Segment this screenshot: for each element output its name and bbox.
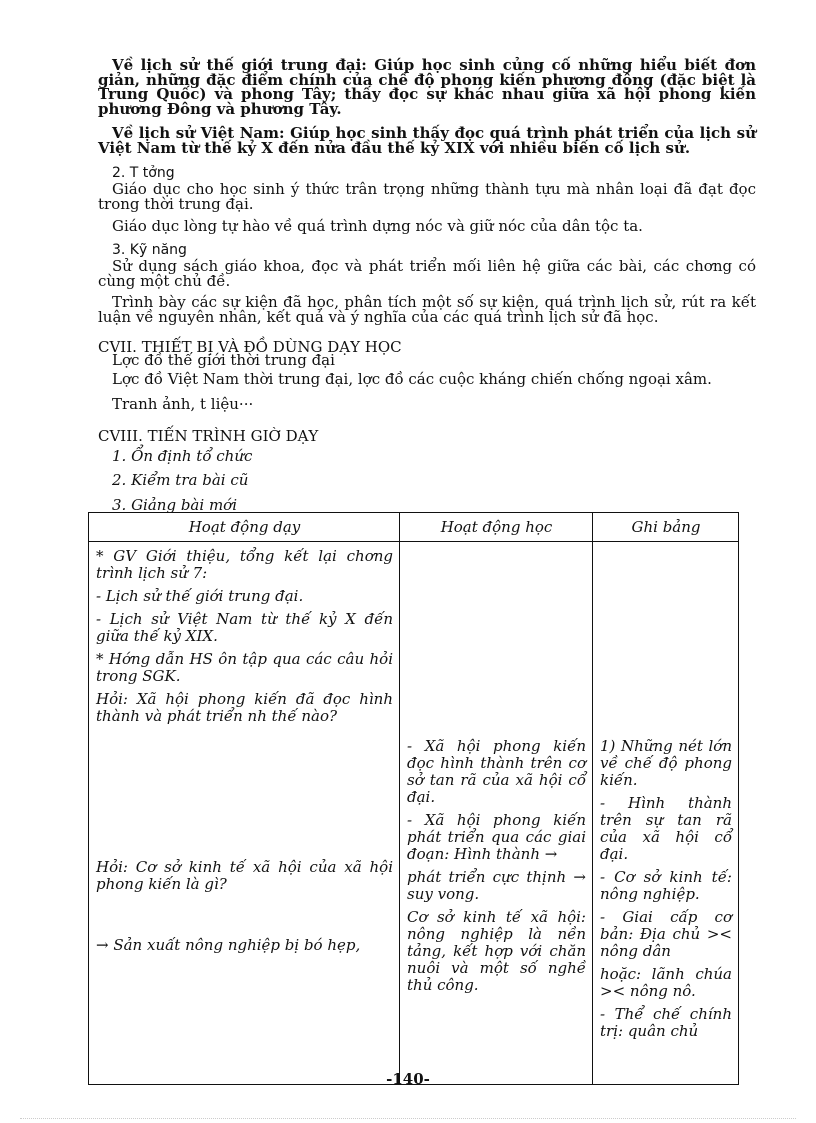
procedure-step-1: 1. Ổn định tổ chức (112, 447, 253, 465)
learning-activity-cell (400, 542, 593, 1085)
procedure-step-3: 3. Giảng bài mới (112, 496, 237, 514)
student-answer-3: phát triển cực thịnh → suy vong. (407, 868, 586, 903)
teaching-activity-cell (89, 542, 400, 1085)
student-answer-2: - Xã hội phong kiến phát triển qua các giai đoạn: Hình thành → (407, 811, 586, 863)
teacher-question-1: Hỏi: Xã hội phong kiến đã đọc hình thành và phát triển nh thế nào? (96, 690, 393, 725)
board-note-politics: - Thể chế chính trị: quân chủ (600, 1005, 732, 1040)
page-bottom-divider (20, 1118, 796, 1119)
board-heading-1: 1) Những nét lớn về chế độ phong kiến. (600, 737, 732, 789)
equipment-item-3: Tranh ảnh, t liệu··· (112, 395, 254, 413)
attitude-heading: 2. T tởng (112, 165, 175, 181)
board-note-classes: - Giai cấp cơ bản: Địa chủ >< nông dân (600, 908, 732, 960)
page-number: -140- (386, 1070, 430, 1088)
board-note-formation: - Hình thành trên sự tan rã của xã hội cổ đại. (600, 794, 732, 863)
header-board-notes: Ghi bảng (593, 513, 739, 542)
skills-heading: 3. Kỹ năng (112, 242, 187, 258)
table-header-row (89, 513, 739, 542)
teacher-question-2: Hỏi: Cơ sở kinh tế xã hội của xã hội phong kiến là gì? (96, 858, 393, 893)
lesson-table (88, 512, 739, 1085)
table-body-row (89, 542, 739, 1085)
skills-paragraph-2: Trình bày các sự kiện đã học, phân tích một số sự kiện, quá trình lịch sử, rút ra kết luận về nguyên nhân, kết quả và ý nghĩa của các quá trình lịch sử đã học. (98, 293, 756, 326)
teacher-intro: * GV Giới thiệu, tổng kết lại chơng trình lịch sử 7: (96, 547, 393, 582)
student-answer-1: - Xã hội phong kiến đọc hình thành trên cơ sở tan rã của xã hội cổ đại. (407, 737, 586, 806)
header-learning-activity: Hoạt động học (400, 513, 593, 542)
board-note-economy: - Cơ sở kinh tế: nông nghiệp. (600, 868, 732, 903)
teacher-note-agriculture: → Sản xuất nông nghiệp bị bó hẹp, (96, 936, 361, 954)
attitude-paragraph-2: Giáo dục lòng tự hào về quá trình dựng nóc và giữ nóc của dân tộc ta. (112, 217, 643, 235)
procedure-step-2: 2. Kiểm tra bài cũ (112, 471, 249, 489)
attitude-paragraph-1: Giáo dục cho học sinh ý thức trân trọng những thành tựu mà nhân loại đã đạt đọc trong thời trung đại. (98, 180, 756, 213)
equipment-heading: CVII. THIẾT BỊ VÀ ĐỒ DÙNG DẠY HỌC (98, 338, 402, 356)
equipment-item-2: Lợc đồ Việt Nam thời trung đại, lợc đồ các cuộc kháng chiến chống ngoại xâm. (112, 370, 712, 388)
objective-vietnam-history: Về lịch sử Việt Nam: Giúp học sinh thấy đọc quá trình phát triển của lịch sử Việt Nam từ thế kỷ X đến nửa đầu thế kỷ XIX với nhiều biến cố lịch sử. (98, 124, 756, 157)
skills-paragraph-1: Sử dụng sách giáo khoa, đọc và phát triển mối liên hệ giữa các bài, các chơng có cùng một chủ đề. (98, 257, 756, 290)
teacher-review-guide: * Hớng dẫn HS ôn tập qua các câu hỏi trong SGK. (96, 650, 393, 685)
teacher-world-history: - Lịch sử thế giới trung đại. (96, 587, 304, 605)
board-note-classes-alt: hoặc: lãnh chúa >< nông nô. (600, 965, 732, 1000)
equipment-item-1: Lợc đồ thế giới thời trung đại (112, 351, 335, 369)
procedure-heading: CVIII. TIẾN TRÌNH GIỜ DẠY (98, 427, 319, 445)
teacher-vn-history: - Lịch sử Việt Nam từ thế kỷ X đến giữa thế kỷ XIX. (96, 610, 393, 645)
header-teaching-activity: Hoạt động dạy (89, 513, 400, 542)
student-answer-4: Cơ sở kinh tế xã hội: nông nghiệp là nền tảng, kết hợp với chăn nuôi và một số nghề thủ công. (407, 908, 586, 994)
board-notes-cell (593, 542, 739, 1085)
objective-world-history: Về lịch sử thế giới trung đại: Giúp học sinh củng cố những hiểu biết đơn giản, những đặc điểm chính của chế độ phong kiến phương đông (đặc biệt là Trung Quốc) và phong Tây; thấy đọc sự khác nhau giữa xã hội phong kiến phương Đông và phương Tây. (98, 56, 756, 118)
